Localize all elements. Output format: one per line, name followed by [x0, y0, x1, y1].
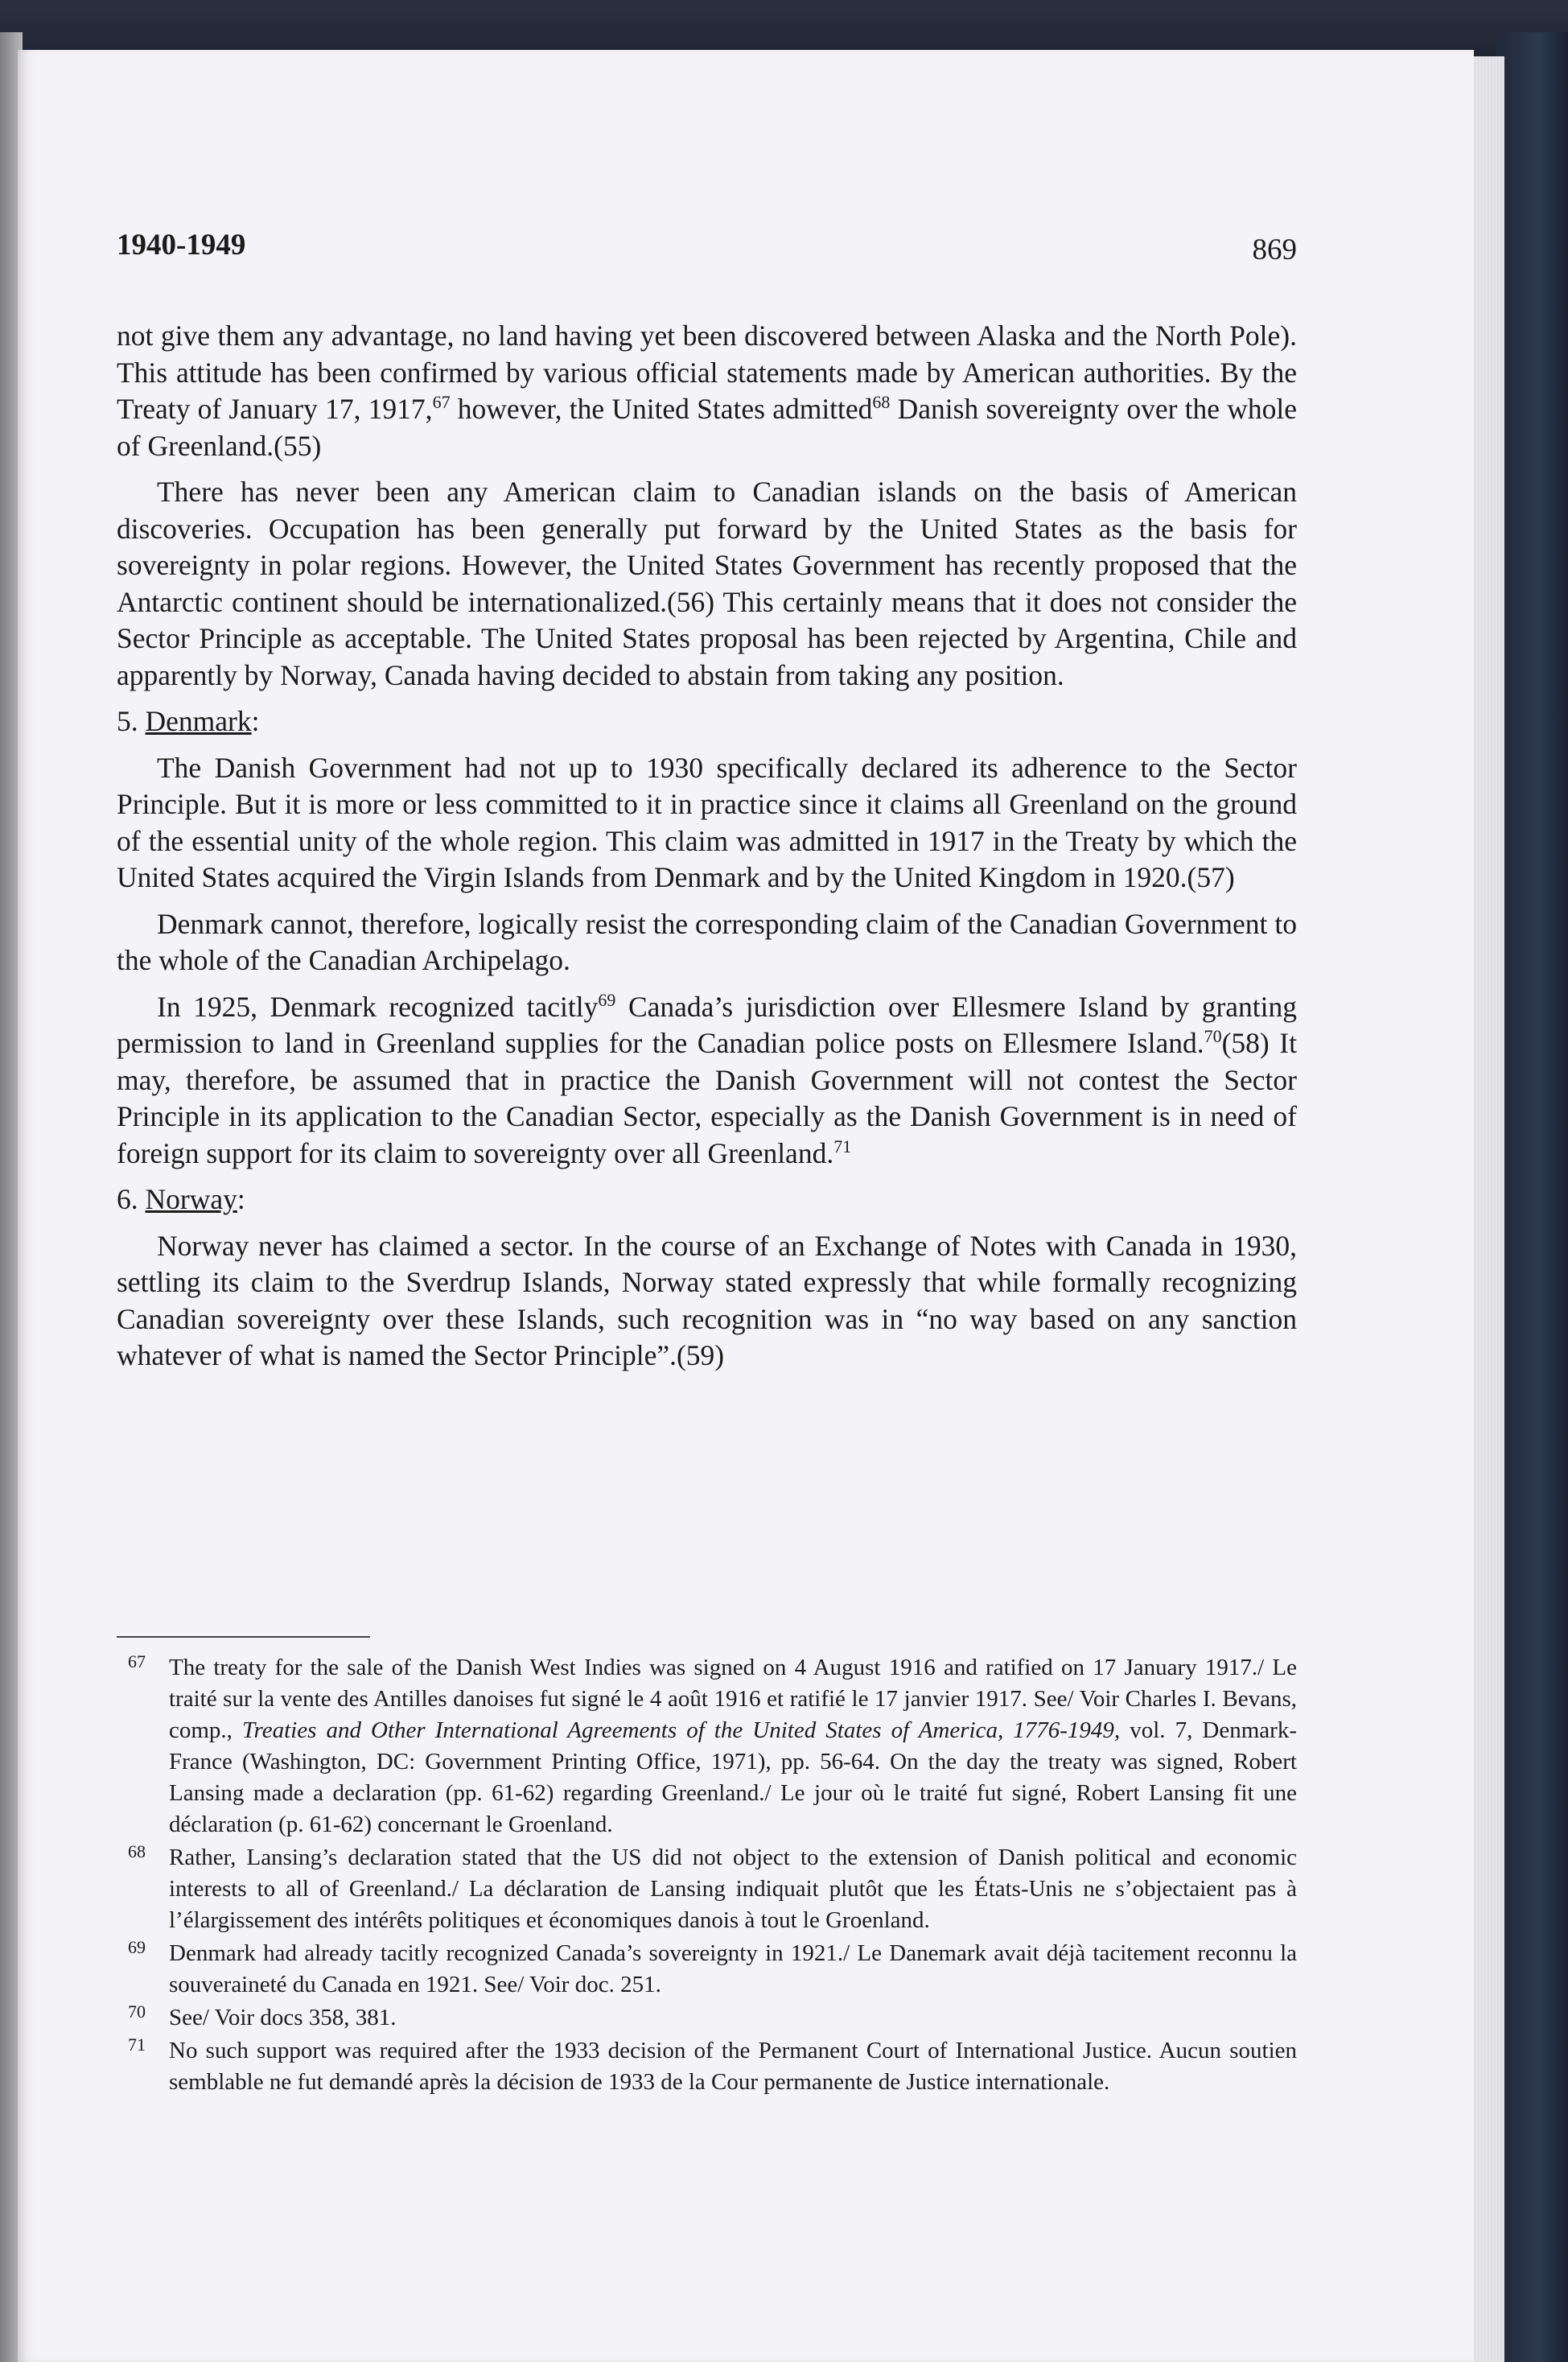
footnote-text: Rather, Lansing’s declaration stated that the US did not object to the extension of Danish political and economic interests to all of Greenland./ La déclaration de Lansing indiquait plutôt que les États-Unis ne s’objectaient pas à l’élargissement des intérêts politiques et économiques danois à tout le Groenland.: [169, 1845, 1297, 1933]
paragraph-3: The Danish Government had not up to 1930 specifically declared its adherence to the Sector Principle. But it is more or less committed to it in practice since it claims all Greenland on the ground of the essential unity of the whole region. This claim was admitted in 1917 in the Treaty by which the United States acquired the Virgin Islands from Denmark and by the United Kingdom in 1920.(57): [117, 751, 1297, 893]
book-cover-right: [1496, 32, 1568, 2362]
footnotes: [117, 1652, 1297, 2100]
footnote-69: [117, 1938, 1297, 2001]
footnote-text: No such support was required after the 1933 decision of the Permanent Court of International Justice. Aucun soutien semblable ne fut demandé après la décision de 1933 de la Cour permanente de Justice internationale.: [169, 2038, 1297, 2095]
footnote-number: 69: [128, 1937, 146, 1957]
footnote-number: 70: [128, 2001, 146, 2022]
page-header: [117, 228, 1297, 276]
section-heading-norway: [117, 1181, 1297, 1218]
body-text: [117, 318, 1297, 1375]
section-title: Denmark: [145, 705, 252, 737]
section-title: Norway: [145, 1183, 237, 1215]
page-number: 869: [1252, 233, 1297, 266]
paragraph-4: Denmark cannot, therefore, logically resist the corresponding claim of the Canadian Government to the whole of the Canadian Archipelago.: [117, 907, 1297, 976]
footnote-68: [117, 1842, 1297, 1936]
footnote-text-b: , vol. 7, Denmark-France (Washington, DC: Government Printing Office, 1971), pp. 56-64. On the day the treaty was signed, Robert Lansing made a declaration (pp. 61-62) regarding Greenland./ Le jour où le traité fut signé, Robert Lansing fit une déclaration (p. 61-62) concernant le Groenland.: [169, 1717, 1297, 1837]
footnote-67: [117, 1652, 1297, 1841]
paragraph-1-text-b: however, the United States admitted: [450, 393, 873, 425]
paragraph-5-text-c: (58) It may, therefore, be assumed that in practice the Danish Government will not contest the Sector Principle in its application to the Canadian Sector, especially as the Danish Government is in need of foreign support for its claim to sovereignty over all Greenland.: [117, 1027, 1297, 1169]
footnote-text: See/ Voir docs 358, 381.: [169, 2005, 397, 2030]
footnote-number: 71: [128, 2034, 146, 2055]
footnote-rule: [117, 1636, 370, 1638]
footnote-number: 68: [128, 1841, 146, 1861]
section-number: 5.: [117, 705, 146, 737]
footnote-ref-68[interactable]: 68: [872, 392, 891, 413]
paragraph-1-text-c: Danish sovereignty over the whole of Greenland.(55): [117, 393, 1298, 462]
section-colon: :: [237, 1183, 245, 1215]
footnote-text: Denmark had already tacitly recognized Canada’s sovereignty in 1921./ Le Danemark avait déjà tacitement reconnu la souveraineté du Canada en 1921. See/ Voir doc. 251.: [169, 1940, 1297, 1997]
section-number: 6.: [117, 1183, 146, 1215]
paragraph-6: Norway never has claimed a sector. In the course of an Exchange of Notes with Canada in 1930, settling its claim to the Sverdrup Islands, Norway stated expressly that while formally recognizing Canadian sovereignty over these Islands, such recognition was in “no way based on any sanction whatever of what is named the Sector Principle”.(59): [117, 1229, 1297, 1371]
footnote-italic-title: Treaties and Other International Agreements of the United States of America, 1776-1949: [242, 1717, 1114, 1743]
running-head: 1940-1949: [117, 229, 246, 262]
paragraph-5-text-b: Canada’s jurisdiction over Ellesmere Island by granting permission to land in Greenland supplies for the Canadian police posts on Ellesmere Island.: [117, 990, 1297, 1059]
section-heading-denmark: [117, 703, 1297, 740]
footnote-ref-71[interactable]: 71: [833, 1136, 852, 1156]
paragraph-5: [117, 989, 1297, 1173]
footnote-ref-70[interactable]: 70: [1204, 1026, 1222, 1047]
footnote-71: [117, 2035, 1297, 2098]
paragraph-5-text-a: In 1925, Denmark recognized tacitly: [157, 990, 599, 1023]
footnote-ref-69[interactable]: 69: [598, 989, 616, 1010]
footnote-70: [117, 2002, 1297, 2034]
footnote-ref-67[interactable]: 67: [432, 392, 451, 413]
paragraph-1-text-a: not give them any advantage, no land having yet been discovered between Alaska and the North Pole). This attitude has been confirmed by various official statements made by American authorities. By the Treaty of January 17, 1917,: [117, 319, 1297, 425]
paragraph-1: [117, 318, 1297, 464]
section-colon: :: [251, 705, 260, 737]
footnote-number: 67: [128, 1651, 146, 1672]
paragraph-2: There has never been any American claim to Canadian islands on the basis of American discoveries. Occupation has been generally put forward by the United States as the basis for sovereignty in polar regions. However, the United States Government has recently proposed that the Antarctic continent should be internationalized.(56) This certainly means that it does not consider the Sector Principle as acceptable. The United States proposal has been rejected by Argentina, Chile and apparently by Norway, Canada having decided to abstain from taking any position.: [117, 476, 1297, 691]
footnote-text-a: The treaty for the sale of the Danish West Indies was signed on 4 August 1916 and ratified on 17 January 1917./ Le traité sur la vente des Antilles danoises fut signé le 4 août 1916 et ratifié le 17 janvier 1917. See/ Voir Charles I. Bevans, comp.,: [169, 1655, 1297, 1743]
